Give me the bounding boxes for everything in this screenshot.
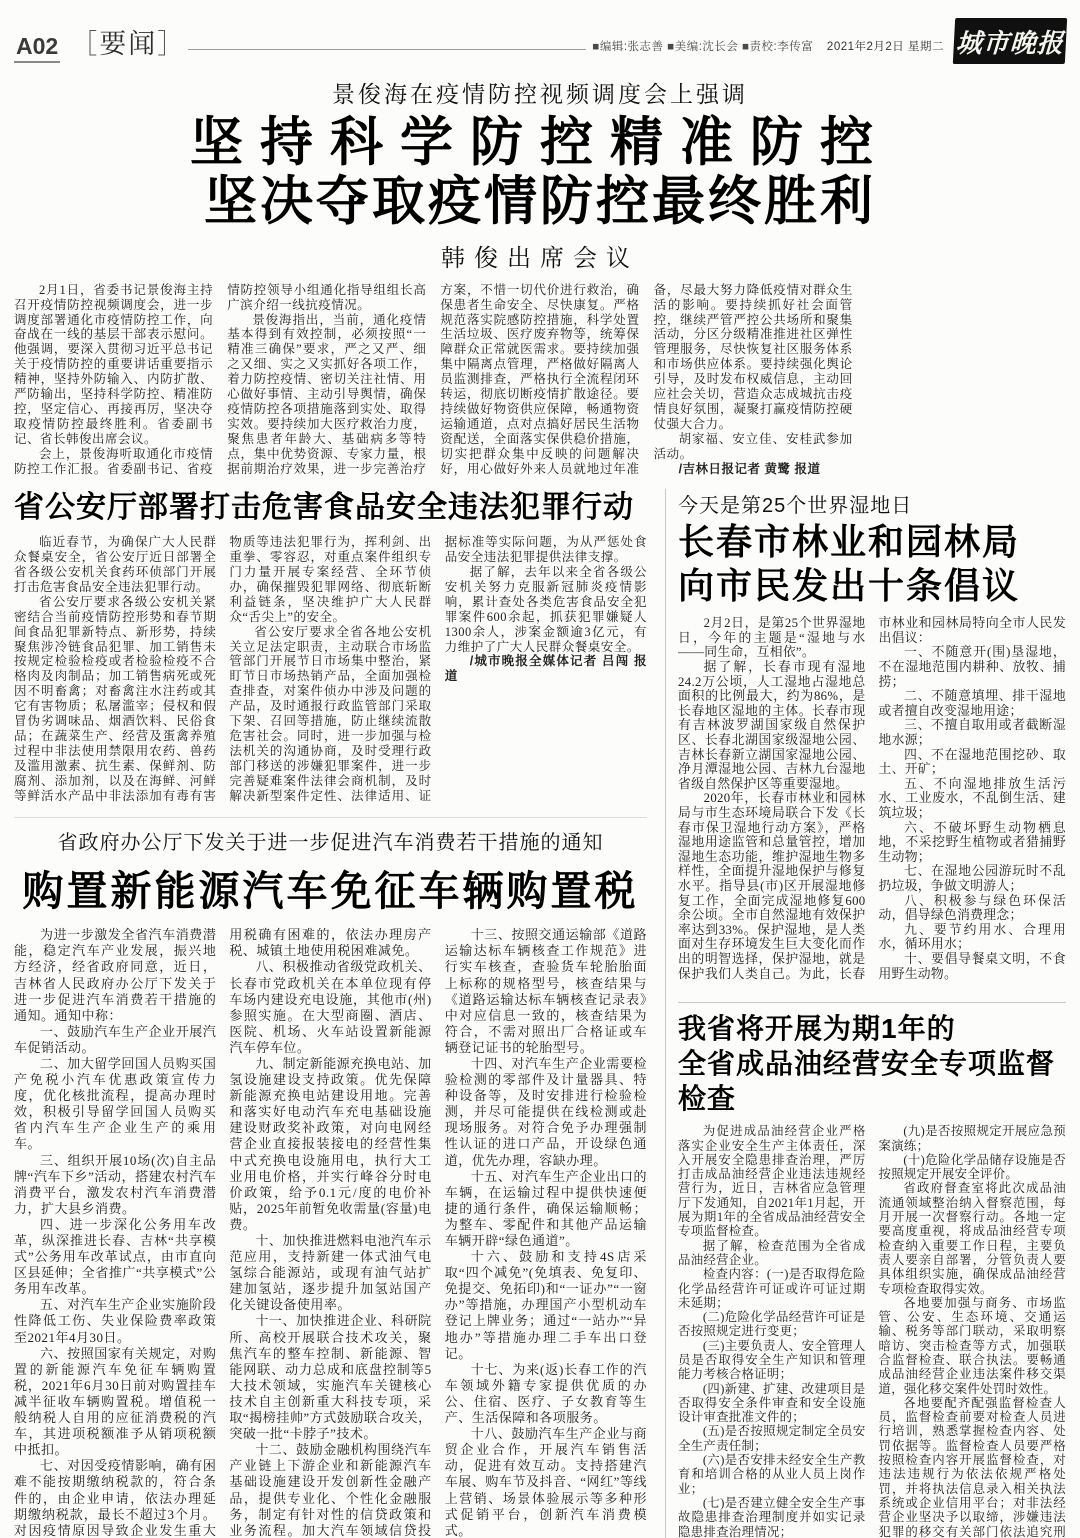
- masthead-logo: 城市晚报: [953, 18, 1067, 64]
- auto-article-headline: 购置新能源汽车免征车辆购置税: [22, 868, 639, 915]
- article-paragraph: 三、组织开展10场(次)自主品牌“汽车下乡”活动，搭建农村汽车消费平台，激发农村汽车消费潜力，扩大县乡消费。: [14, 1152, 217, 1216]
- article-paragraph: 九、制定新能源充换电站、加氢设施建设支持政策。优先保障新能源充换电站建设用地。完善和落实好电动汽车充电基础设施建设财政奖补政策，对向电网经营企业直接报装接电的经营性集中式充换电设施用电，执行大工业用电价格，并实行峰谷分时电价政策，给予0.1元/度的电价补贴，2025年前暂免收需量(容量)电费。: [229, 1055, 432, 1232]
- article-paragraph: (九)是否按照规定开展应急预案演练；: [878, 1124, 1066, 1153]
- article-paragraph: 胡家福、安立佳、安桂武参加活动。: [653, 431, 853, 461]
- auto-article-body: [14, 927, 647, 1538]
- article-paragraph: 七、在湿地公园游玩时不乱扔垃圾，争做文明游人；: [878, 864, 1066, 893]
- article-paragraph: 一、鼓励汽车生产企业开展汽车促销活动。: [14, 1023, 217, 1055]
- page-header: [14, 10, 1066, 64]
- wetland-article-paragraphs: [678, 616, 1066, 994]
- article-paragraph: 十、加快推进燃料电池汽车示范应用，支持新建一体式油气电氢综合能源站，或现有油气站扩建加氢站，逐步提升加氢站国产化关键设备使用率。: [229, 1233, 432, 1313]
- police-article: [14, 491, 647, 806]
- article-paragraph: 十二、鼓励金融机构围绕汽车产业链上下游企业和新能源汽车基础设施建设开发创新性金融产品，提供专业化、个性化金融服务，制定有针对性的信贷政策和业务流程。加大汽车领域信贷投: [229, 1442, 432, 1538]
- article-paragraph: 六、按照国家有关规定，对购置的新能源汽车免征车辆购置税，2021年6月30日前对购置挂车减半征收车辆购置税。增值税一般纳税人自用的应征消费税的汽车，其进项税额准予从销项税额中抵扣。: [14, 1345, 217, 1458]
- article-paragraph: 十一、加快推进企业、科研院所、高校开展联合技术攻关，聚焦汽车的整车控制、新能源、智能网联、动力总成和底盘控制等5大技术领域，实施汽车关键核心技术自主创新重大科技专项，采取“揭榜挂帅”方式鼓励联合攻关，突破一批“卡脖子”技术。: [229, 1313, 432, 1442]
- article-paragraph: 会上，景俊海听取通化市疫情防控工作汇报。省委副书记、省疫情防控领导小组通化指导组组长高广滨介绍一线抗疫情况。: [14, 282, 427, 476]
- header-meta: [592, 38, 944, 64]
- wetland-article-headline: [678, 520, 1066, 609]
- oil-headline-line2: 全省成品油经营安全专项监督检查: [678, 1048, 1056, 1115]
- left-region: [14, 489, 657, 1538]
- lead-article-kicker: 景俊海在疫情防控视频调度会上强调: [332, 81, 748, 107]
- article-paragraph: (十)危险化学品储存设施是否按照规定开展安全评价。: [878, 1152, 1066, 1182]
- lead-article-paragraphs: [14, 283, 853, 481]
- lead-article-subhead: 韩俊出席会议: [441, 244, 639, 272]
- article-paragraph: 五、对汽车生产企业实施阶段性降低工伤、失业保险费率政策至2021年4月30日。: [14, 1297, 217, 1345]
- article-paragraph: 三、不擅自取用或者截断湿地水源；: [878, 718, 1066, 747]
- article-paragraph: 十八、鼓励汽车生产企业与商贸企业合作，开展汽车销售活动，促进有效互动。支持搭建汽车展、购车节及抖音、“网红”等线上营销、场景体验展示等多种形式促销平台，创新汽车消费模式。: [444, 1426, 648, 1538]
- article-paragraph: 省公安厅要求全省各地公安机关立足法定职责，主动联合市场监管部门开展节日市场集中整治，紧盯节日市场热销产品，全面加强检查排查，对案件侦办中涉及问题的产品，及时通报行政监管部门采取下架、召回等措施，防止继续流散危害社会。同时，进一步加强与检法机关的沟通协商，及时受理行政部门移送的涉嫌犯罪案件，进一步完善疑难案件法律会商机制，及时解决新型案件定性、法律适用、证据标准等实际问题，为从严惩处食品安全违法犯罪提供法律支撑。: [229, 535, 648, 803]
- lead-headline-line2: 坚决夺取疫情防控最终胜利: [204, 172, 876, 232]
- article-paragraph: 省公安厅要求各级公安机关紧密结合当前疫情防控形势和春节期间食品犯罪新特点、新形势，持续聚焦涉冷链食品犯罪、加工销售未按规定检验检疫或者检验检疫不合格肉及肉制品；加工销售病死或死因不明畜禽；对畜禽注水注药或其它有害物质；私屠滥宰；侵权和假冒伪劣调味品、烟酒饮料、民俗食品；在蔬菜生产、经营及蛋禽养殖过程中非法使用禁限用农药、兽药及滥用激素、抗生素、保鲜剂、防腐剂、添加剂，以及在海鲜、河鲜等鲜活水产品中非法添加有毒有害物质等违法犯罪行为，挥利剑、出重拳、零容忍，对重点案件组织专门力量开展专案经营、全环节侦办，确保摧毁犯罪网络、彻底斩断利益链条，坚决维护广大人民群众“舌尖上”的安全。: [14, 535, 432, 803]
- article-paragraph: 八、积极推动省级党政机关、长春市党政机关在本单位现有停车场内建设充电设施，其他市(州)参照实施。在大型商圈、酒店、医院、机场、火车站设置新能源汽车停车位。: [229, 959, 432, 1055]
- article-paragraph: 十七、为来(返)长春工作的汽车领域外籍专家提供优质的办公、住宿、医疗、子女教育等生产、生活保障和各项服务。: [444, 1361, 648, 1426]
- article-paragraph: 九、要节约用水、合理用水，循环用水；: [878, 922, 1066, 952]
- article-paragraph: 各地要加强与商务、市场监管、公安、生态环境、交通运输、税务等部门联动，采取明察暗访、突击检查等方式，加强联合监督检查、联合执法。要畅通成品油经营企业违法案件移交渠道，强化移交案件处罚时效性。: [878, 1295, 1066, 1396]
- article-paragraph: (五)是否按照规定制定全员安全生产责任制；: [678, 1424, 866, 1453]
- article-paragraph: 十、要倡导餐桌文明，不食用野生动物。: [878, 951, 1066, 981]
- police-article-byline: /城市晚报全媒体记者 吕闯 报道: [444, 654, 648, 684]
- oil-headline-line1: 我省将开展为期1年的: [678, 1013, 956, 1045]
- lead-article: [14, 76, 1066, 481]
- article-paragraph: 据了解，检查范围为全省成品油经营企业。: [678, 1238, 866, 1267]
- wetland-article-body: [678, 616, 1066, 994]
- article-paragraph: 为促进成品油经营企业严格落实企业安全生产主体责任，深入开展安全隐患排查治理，严厉打击成品油经营企业违法违规经营行为，近日，吉林省应急管理厅下发通知，自2021年1月起，开展为期1年的全省成品油经营安全专项监督检查。: [678, 1124, 866, 1239]
- auto-article-paragraphs: [14, 927, 647, 1538]
- article-paragraph: 七、对因受疫情影响，确有困难不能按期缴纳税款的，符合条件的，由企业申请，依法办理延期缴纳税款，最长不超过3个月。对因疫情原因导致企业发生重大 用税确有困难的，依法办理房产税、城镇土地使用税困难减免。: [14, 927, 432, 1538]
- section-label: ［ 要闻 ］: [70, 31, 186, 64]
- article-paragraph: 五、不向湿地排放生活污水、工业废水，不乱倒生活、建筑垃圾；: [878, 776, 1066, 820]
- article-paragraph: 十六、鼓励和支持4S店采取“四个减免”(免填表、免复印、免提交、免拓印)和“一证办”“一窗办”等措施，办理国产小型机动车登记上牌业务；通过“一站办”“异地办”等措施办理二手车出口登记。: [444, 1249, 648, 1361]
- oil-article: [678, 1002, 1066, 1538]
- auto-article-kicker: 省政府办公厅下发关于进一步促进汽车消费若干措施的通知: [57, 832, 604, 855]
- article-paragraph: 一、不随意开(围)垦湿地，不在湿地范围内耕种、放牧、捕捞；: [878, 645, 1066, 689]
- article-paragraph: (七)是否建立健全安全生产事故隐患排查治理制度并如实记录隐患排查治理情况；: [678, 1495, 866, 1538]
- article-paragraph: (三)主要负责人、安全管理人员是否取得安全生产知识和管理能力考核合格证明；: [678, 1338, 866, 1382]
- article-paragraph: 省政府督查室将此次成品油流通领域整治纳入督察范围，每月开展一次督察行动。各地一定要高度重视，将成品油经营专项检查纳入重要工作日程，主要负责人要亲自部署，分管负责人要具体组织实施，确保成品油经营专项检查取得实效。: [878, 1181, 1066, 1296]
- article-paragraph: 十四、对汽车生产企业需要检验检测的零部件及计量器具、特种设备等，及时安排进行检验检测，并尽可能提供在线检测或赴现场服务。对符合免予办理强制性认证的进口产品，开设绿色通道，优先办理，容缺办理。: [444, 1055, 648, 1168]
- police-article-headline: 省公安厅部署打击危害食品安全违法犯罪行动: [14, 490, 634, 524]
- right-region: [665, 489, 1066, 1538]
- article-paragraph: 十五、对汽车生产企业出口的车辆，在运输过程中提供快速便捷的通行条件，确保运输顺畅；为整车、零配件和其他产品运输车辆开辟“绿色通道”。: [444, 1168, 648, 1248]
- article-paragraph: 八、积极参与绿色环保活动，倡导绿色消费理念；: [878, 893, 1066, 923]
- article-paragraph: 十三、按照交通运输部《道路运输达标车辆核查工作规范》进行实车核查，查验货车轮胎胎面上标称的规格型号，核查结果与《道路运输达标车辆核查记录表》中对应信息一致的，核查结果为符合，不需对照出厂合格证或车辆登记证书的轮胎型号。: [444, 927, 648, 1055]
- lead-article-headline: [14, 113, 1066, 232]
- article-paragraph: (六)是否安排未经安全生产教育和培训合格的从业人员上岗作业；: [678, 1453, 866, 1496]
- article-paragraph: (二)危险化学品经营许可证是否按照规定进行变更；: [678, 1310, 866, 1339]
- article-paragraph: 景俊海指出，当前，通化疫情基本得到有效控制，必须按照“一精准三确保”要求，严之又严、细之又细、实之又实抓好各项工作，着力防控疫情、密切关注社情、用心做好事情、主动引导舆情，确保疫情防控各项措施落到实处、取得实效。要持续加大医疗救治力度，聚焦患者年龄大、基础病多等特点，集中优势资源、专家力量，根据前期治疗效果，进一步完善治疗方案，不惜一切代价进行救治，确保患者生命安全、尽快康复。严格规范落实院感防控措施，科学处置生活垃圾、医疗废弃物等，统筹保障群众正常就医需求。要持续加强集中隔离点管理，严格做好隔离人员监测排查，严格执行全流程闭环转运，彻底切断疫情扩散途径。要持续做好物资供应保障，畅通物资运输通道，点对点搞好居民生活物资配送，全面落实保供稳价措施，切实把群众集中反映的问题解决好，用心做好外来人员就地过年准备，尽最大努力降低疫情对群众生活的影响。要持续抓好社会面管控，继续严管严控公共场所和聚集活动，分区分级精准推进社区弹性管理服务，尽快恢复社区服务体系和市场供应体系。要持续强化舆论引导，及时发布权威信息，主动回应社会关切，营造众志成城抗击疫情良好氛围，凝聚打赢疫情防控硬仗强大合力。: [227, 282, 853, 476]
- editor-info: ■编辑:张志善 ■美编:沈长会 ■责校:李传富: [592, 41, 814, 53]
- wetland-headline-line1: 长春市林业和园林局: [678, 520, 1021, 562]
- article-paragraph: 各地要配齐配强监督检查人员，监督检查前要对检查人员进行培训，熟悉掌握检查内容、处罚依据等。监督检查人员要严格按照检查内容开展监督检查，对违法违规行为依法依规严格处罚，并将执法信息录入相关执法系统或企业信用平台；对非法经营企业坚决予以取缔，涉嫌违法犯罪的移交有关部门依法追究刑: [878, 1395, 1066, 1538]
- article-paragraph: 2月1日，省委书记景俊海主持召开疫情防控视频调度会，进一步调度部署通化市疫情防控工作，向奋战在一线的基层干部表示慰问。他强调，要深入贯彻习近平总书记关于疫情防控的重要讲话重要指示精神，坚持外防输入、内防扩散、严防输出，坚持科学防控、精准防控，坚定信心、再接再厉，坚决夺取疫情防控最终胜利。省委副书记、省长韩俊出席会议。: [14, 282, 214, 446]
- oil-article-headline: [678, 1011, 1066, 1116]
- wetland-headline-line2: 向市民发出十条倡议: [678, 564, 1021, 606]
- article-paragraph: 四、不在湿地范围挖砂、取土、开矿；: [878, 747, 1066, 777]
- lead-headline-line1: 坚持科学防控精准防控: [190, 113, 890, 172]
- police-article-body: [14, 535, 647, 805]
- header-left: [14, 31, 186, 64]
- header-divider: [188, 49, 586, 50]
- wetland-article-kicker: 今天是第25个世界湿地日: [678, 494, 913, 517]
- auto-article: [14, 817, 647, 1538]
- date-line: 2021年2月2日 星期二: [826, 41, 944, 53]
- page-code: A02: [14, 35, 60, 63]
- article-paragraph: 六、不破坏野生动物栖息地，不采挖野生植物或者猎捕野生动物；: [878, 820, 1066, 864]
- article-paragraph: 为进一步激发全省汽车消费潜能，稳定汽车产业发展，振兴地方经济，经省政府同意，近日，吉林省人民政府办公厅下发关于进一步促进汽车消费若干措施的通知。通知中称：: [14, 927, 217, 1023]
- oil-article-paragraphs: [678, 1124, 1066, 1538]
- oil-article-body: [678, 1124, 1066, 1538]
- article-paragraph: 2月2日，是第25个世界湿地日，今年的主题是“湿地与水——同生命，互相依”。: [678, 616, 866, 660]
- article-paragraph: 检查内容：(一)是否取得危险化学品经营许可证或许可证过期未延期；: [678, 1267, 866, 1310]
- article-paragraph: 二、不随意填埋、排干湿地或者擅自改变湿地用途；: [878, 689, 1066, 718]
- article-paragraph: 二、加大留学回国人员购买国产免税小汽车优惠政策宣传力度，优化核批流程，提高办理时效，积极引导留学回国人员购买省内汽车生产企业生产的乘用车。: [14, 1055, 217, 1152]
- lead-article-body: [14, 283, 1066, 481]
- article-paragraph: 2020年，长春市林业和园林局与市生态环境局联合下发《长春市保卫湿地行动方案》，严格湿地用途监管和总量管控，增加湿地生态功能，维护湿地生物多样性，全面提升湿地保护与修复水平。指导县(市)区开展湿地修复工作，全面完成湿地修复600余公顷。全市自然湿地有效保护率达到33%。保护湿地，是人类面对生存环境发生巨大变化而作出的明智选择，保护湿地，就是保护我们人类自己。为此，长春市林业和园林局特向全市人民发出倡议：: [678, 616, 1066, 981]
- article-paragraph: 据了解，长春市现有湿地24.2万公顷，人工湿地占湿地总面积的比例最大，约为86%，是长春地区湿地的主体。长春市现有吉林波罗湖国家级自然保护区、长春北湖国家级湿地公园、吉林长春新立湖国家湿地公园、净月潭湿地公园、吉林九台湿地省级自然保护区等重要湿地。: [678, 660, 866, 791]
- article-paragraph: (四)新建、扩建、改建项目是否取得安全条件审查和安全设施设计审查批准文件的；: [678, 1381, 866, 1425]
- lower-sections: [14, 489, 1066, 1538]
- article-paragraph: 四、进一步深化公务用车改革，纵深推进长春、吉林“共享模式”公务用车改革试点，由市直向区县延伸；全省推广“共享模式”公务用车改革。: [14, 1216, 217, 1297]
- article-paragraph: 临近春节，为确保广大人民群众餐桌安全，省公安厅近日部署全省各级公安机关食药环侦部门开展打击危害食品安全违法犯罪行动。: [14, 535, 217, 594]
- article-paragraph: 据了解，去年以来全省各级公安机关努力克服新冠肺炎疫情影响，累计查处各类危害食品安全犯罪案件600余起，抓获犯罪嫌疑人1300余人，涉案金额逾3亿元，有力维护了广大人民群众餐桌安全。: [444, 565, 648, 654]
- wetland-article: [678, 489, 1066, 995]
- lead-article-byline: /吉林日报记者 黄鹭 报道: [678, 461, 821, 476]
